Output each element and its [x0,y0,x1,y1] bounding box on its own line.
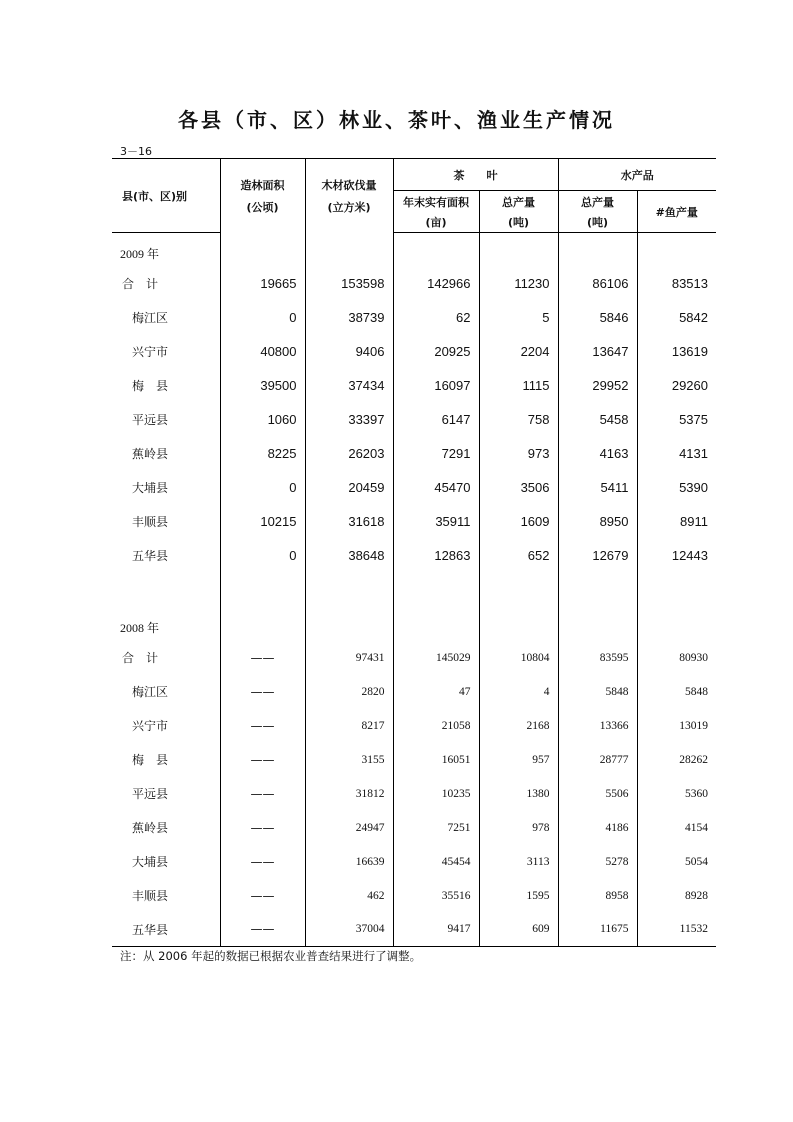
cell-fish: 13619 [637,335,716,369]
table-row [112,845,716,879]
cell-fish: 4154 [637,811,716,845]
cell-tea-area: 47 [393,675,479,709]
cell-afforestation: 1060 [220,403,305,437]
region-name: 合 计 [122,651,159,665]
cell-tea-output: 609 [479,913,558,947]
header-tea: 茶 叶 [393,159,558,191]
table-row [112,879,716,913]
cell-tea-output: 5 [479,301,558,335]
cell-afforestation: 40800 [220,335,305,369]
cell-aquatic: 5506 [558,777,637,811]
cell-tea-area: 16051 [393,743,479,777]
cell-fish: 80930 [637,641,716,675]
cell-tea-output: 2168 [479,709,558,743]
header-timber-unit: (立方米) [327,200,371,214]
cell-fish: 8928 [637,879,716,913]
region-name: 五华县 [112,913,220,947]
cell-tea-output: 957 [479,743,558,777]
cell-tea-output: 758 [479,403,558,437]
cell-fish: 4131 [637,437,716,471]
cell-aquatic: 5278 [558,845,637,879]
cell-timber: 16639 [305,845,393,879]
cell-tea-output: 11230 [479,267,558,301]
region-name: 蕉岭县 [132,447,169,461]
cell-fish: 5360 [637,777,716,811]
header-region: 县(市、区)别 [112,159,220,233]
region-name: 大埔县 [132,481,169,495]
cell-timber: 33397 [305,403,393,437]
spacer-row [112,573,716,607]
cell-timber: 462 [305,879,393,913]
cell-tea-area: 62 [393,301,479,335]
header-afforestation-label: 造林面积 [240,178,285,192]
region-name: 丰顺县 [132,515,169,529]
cell-timber: 3155 [305,743,393,777]
cell-tea-area: 7251 [393,811,479,845]
cell-aquatic: 13366 [558,709,637,743]
cell-tea-area: 45470 [393,471,479,505]
table-row [112,675,716,709]
cell-tea-area: 35911 [393,505,479,539]
cell-timber: 38648 [305,539,393,573]
cell-afforestation: 0 [220,539,305,573]
region-name: 梅江区 [132,685,169,699]
cell-tea-output: 1595 [479,879,558,913]
region-name: 兴宁市 [132,719,169,733]
cell-timber: 97431 [305,641,393,675]
cell-fish: 5390 [637,471,716,505]
header-aquatic: 水产品 [558,159,716,191]
header-aquatic-output [558,191,637,233]
region-name: 合 计 [122,277,159,291]
table-row [112,743,716,777]
table-row [112,267,716,301]
table-row [112,811,716,845]
cell-timber: 37004 [305,913,393,947]
cell-tea-output: 1380 [479,777,558,811]
year-label: 2008 年 [120,620,160,635]
cell-tea-area: 20925 [393,335,479,369]
cell-aquatic: 13647 [558,335,637,369]
header-afforestation-unit: (公顷) [246,200,279,214]
table-row [112,505,716,539]
header-tea-area-unit: (亩) [425,215,447,229]
year-row [112,607,716,641]
cell-aquatic: 5458 [558,403,637,437]
table-row [112,471,716,505]
cell-tea-output: 973 [479,437,558,471]
cell-tea-area: 10235 [393,777,479,811]
table-row [112,539,716,573]
table-row [112,301,716,335]
cell-aquatic: 29952 [558,369,637,403]
table-row [112,777,716,811]
cell-tea-output: 652 [479,539,558,573]
cell-tea-output: 978 [479,811,558,845]
cell-timber: 38739 [305,301,393,335]
table-row [112,641,716,675]
cell-aquatic: 4186 [558,811,637,845]
cell-afforestation: 8225 [220,437,305,471]
cell-timber: 24947 [305,811,393,845]
cell-aquatic: 5411 [558,471,637,505]
production-table [112,158,716,947]
cell-tea-output: 2204 [479,335,558,369]
cell-afforestation: —— [220,709,305,743]
cell-afforestation: —— [220,641,305,675]
cell-fish: 8911 [637,505,716,539]
year-label: 2009 年 [120,247,160,261]
cell-tea-output: 3113 [479,845,558,879]
cell-aquatic: 8950 [558,505,637,539]
cell-aquatic: 12679 [558,539,637,573]
table-row [112,913,716,947]
cell-aquatic: 83595 [558,641,637,675]
region-name: 蕉岭县 [132,821,169,835]
cell-fish: 11532 [637,913,716,947]
cell-fish: 5842 [637,301,716,335]
cell-tea-area: 142966 [393,267,479,301]
cell-timber: 31812 [305,777,393,811]
cell-tea-area: 21058 [393,709,479,743]
cell-aquatic: 86106 [558,267,637,301]
header-fish-output: #鱼产量 [637,191,716,233]
header-timber-label: 木材砍伐量 [321,178,377,192]
cell-tea-area: 9417 [393,913,479,947]
header-timber [305,159,393,233]
table-code: 3－16 [120,145,152,158]
cell-tea-output: 4 [479,675,558,709]
region-name: 大埔县 [132,855,169,869]
cell-fish: 12443 [637,539,716,573]
header-tea-area-label: 年末实有面积 [403,195,469,209]
cell-aquatic: 28777 [558,743,637,777]
cell-timber: 20459 [305,471,393,505]
region-name: 梅江区 [132,311,169,325]
cell-tea-area: 145029 [393,641,479,675]
cell-tea-area: 45454 [393,845,479,879]
cell-timber: 9406 [305,335,393,369]
cell-aquatic: 5846 [558,301,637,335]
region-name: 平远县 [132,787,169,801]
table-body [112,233,716,947]
cell-fish: 29260 [637,369,716,403]
cell-afforestation: —— [220,913,305,947]
cell-fish: 28262 [637,743,716,777]
cell-afforestation: 39500 [220,369,305,403]
header-aquatic-output-label: 总产量 [581,195,614,209]
region-name: 兴宁市 [132,345,169,359]
cell-timber: 26203 [305,437,393,471]
region-name: 丰顺县 [132,889,169,903]
cell-fish: 13019 [637,709,716,743]
cell-tea-area: 6147 [393,403,479,437]
year-row [112,233,716,267]
cell-fish: 5848 [637,675,716,709]
cell-timber: 2820 [305,675,393,709]
cell-afforestation: —— [220,879,305,913]
cell-afforestation: —— [220,811,305,845]
cell-aquatic: 11675 [558,913,637,947]
cell-fish: 5054 [637,845,716,879]
cell-timber: 153598 [305,267,393,301]
table-row [112,709,716,743]
header-tea-output-unit: (吨) [507,215,530,229]
cell-afforestation: 0 [220,471,305,505]
cell-aquatic: 8958 [558,879,637,913]
cell-fish: 83513 [637,267,716,301]
cell-afforestation: 19665 [220,267,305,301]
cell-afforestation: 0 [220,301,305,335]
cell-timber: 8217 [305,709,393,743]
cell-tea-output: 10804 [479,641,558,675]
region-name: 梅 县 [132,379,169,393]
cell-tea-area: 7291 [393,437,479,471]
cell-timber: 37434 [305,369,393,403]
table-row [112,369,716,403]
cell-tea-area: 35516 [393,879,479,913]
cell-aquatic: 5848 [558,675,637,709]
region-name: 平远县 [132,413,169,427]
cell-fish: 5375 [637,403,716,437]
cell-tea-output: 1609 [479,505,558,539]
header-aquatic-output-unit: (吨) [586,215,609,229]
cell-afforestation: —— [220,777,305,811]
cell-afforestation: —— [220,743,305,777]
cell-afforestation: —— [220,675,305,709]
region-name: 梅 县 [132,753,169,767]
page-title: 各县（市、区）林业、茶叶、渔业生产情况 [178,108,615,132]
cell-tea-output: 3506 [479,471,558,505]
cell-afforestation: —— [220,845,305,879]
cell-tea-area: 16097 [393,369,479,403]
table-row [112,403,716,437]
header-tea-area [393,191,479,233]
table-row [112,437,716,471]
header-tea-output [479,191,558,233]
header-afforestation [220,159,305,233]
header-tea-output-label: 总产量 [502,195,535,209]
cell-afforestation: 10215 [220,505,305,539]
region-name: 五华县 [132,549,169,563]
table-row [112,335,716,369]
cell-timber: 31618 [305,505,393,539]
cell-aquatic: 4163 [558,437,637,471]
cell-tea-output: 1115 [479,369,558,403]
cell-tea-area: 12863 [393,539,479,573]
footnote: 注：从 2006 年起的数据已根据农业普查结果进行了调整。 [120,949,422,963]
